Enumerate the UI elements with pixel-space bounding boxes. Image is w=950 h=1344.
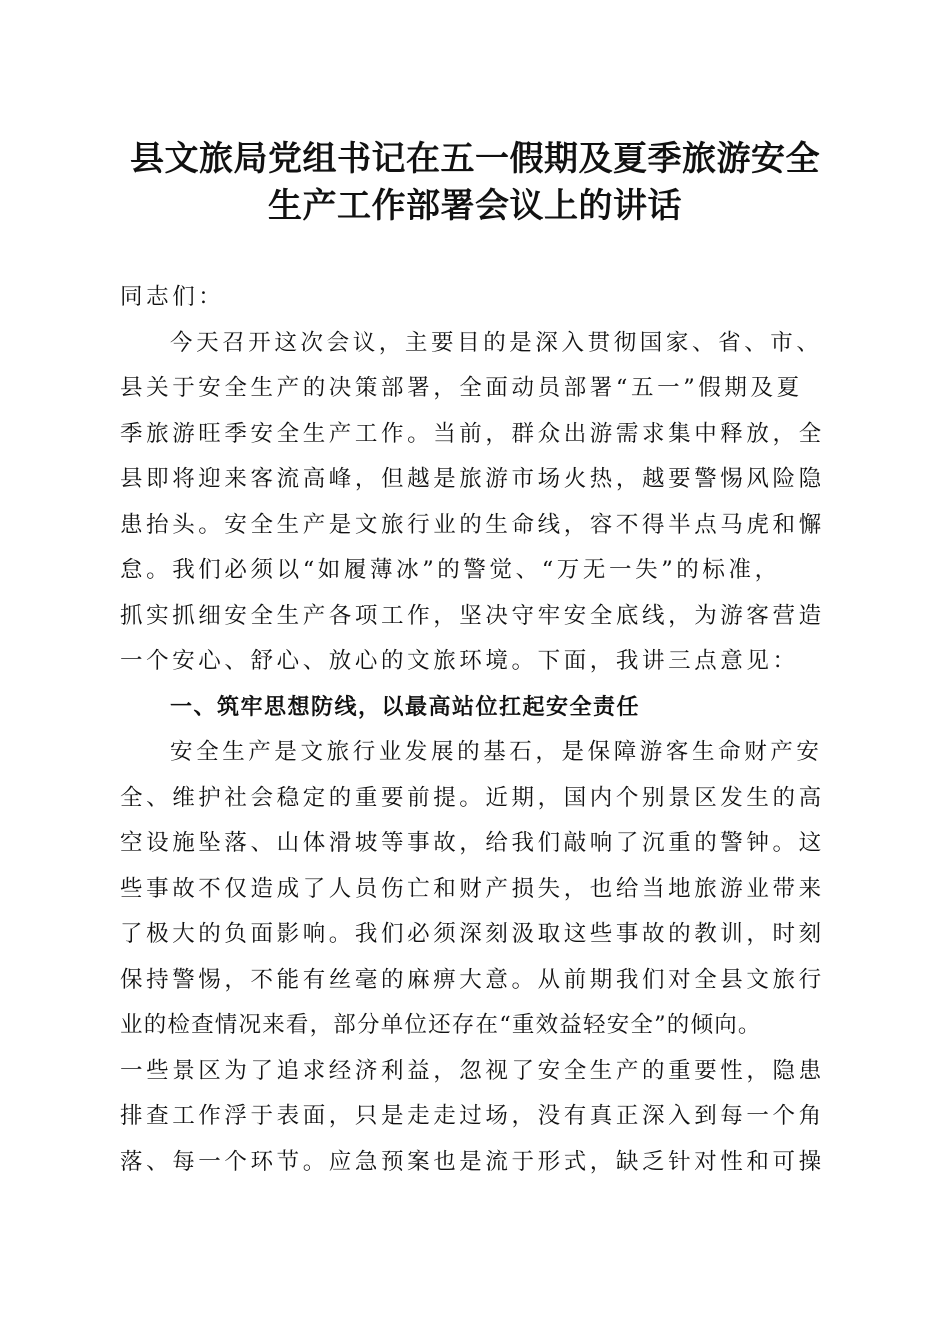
document-title [100,136,850,230]
paragraph-line: 县即将迎来客流高峰，但越是旅游市场火热，越要警惕风险隐 [120,466,825,492]
paragraph-line: 空设施坠落、山体滑坡等事故，给我们敲响了沉重的警钟。这 [120,830,825,856]
paragraph-line: 一些景区为了追求经济利益，忽视了安全生产的重要性，隐患 [120,1057,825,1084]
paragraph-line: 患抬头。安全生产是文旅行业的生命线，容不得半点马虎和懈 [120,511,825,538]
salutation: 同志们： [120,284,225,310]
paragraph-line: 一个安心、舒心、放心的文旅环境。下面，我讲三点意见： [120,648,799,674]
title-line-2: 生产工作部署会议上的讲话 [268,186,682,226]
paragraph-line: 今天召开这次会议，主要目的是深入贯彻国家、省、市、 [170,329,823,356]
paragraph-line: 些事故不仅造成了人员伤亡和财产损失，也给当地旅游业带来 [120,875,825,902]
paragraph-line: 落、每一个环节。应急预案也是流于形式，缺乏针对性和可操 [120,1148,825,1175]
intro-paragraph [120,321,832,685]
paragraph-line: 季旅游旺季安全生产工作。当前，群众出游需求集中释放，全 [120,420,825,447]
paragraph-line: 怠。我们必须以“如履薄冰”的警觉、“万无一失”的标准， [120,557,781,583]
title-line-1: 县文旅局党组书记在五一假期及夏季旅游安全 [130,139,820,179]
paragraph-line: 排查工作浮于表面，只是走走过场，没有真正深入到每一个角 [120,1103,825,1129]
paragraph-line: 了极大的负面影响。我们必须深刻汲取这些事故的教训，时刻 [120,921,825,947]
document-body [120,275,832,1185]
paragraph-line: 安全生产是文旅行业发展的基石，是保障游客生命财产安 [170,739,823,765]
section-heading: 一、筑牢思想防线，以最高站位扛起安全责任 [170,694,641,720]
paragraph-line: 保持警惕，不能有丝毫的麻痹大意。从前期我们对全县文旅行 [120,966,825,993]
paragraph-line: 抓实抓细安全生产各项工作，坚决守牢安全底线，为游客营造 [120,602,825,629]
paragraph-line: 全、维护社会稳定的重要前提。近期，国内个别景区发生的高 [120,784,825,811]
paragraph-line: 业的检查情况来看，部分单位还存在“重效益轻安全”的倾向。 [120,1012,762,1038]
paragraph-line: 县关于安全生产的决策部署，全面动员部署“五一”假期及夏 [120,375,803,401]
section-1-paragraph [120,730,832,1185]
